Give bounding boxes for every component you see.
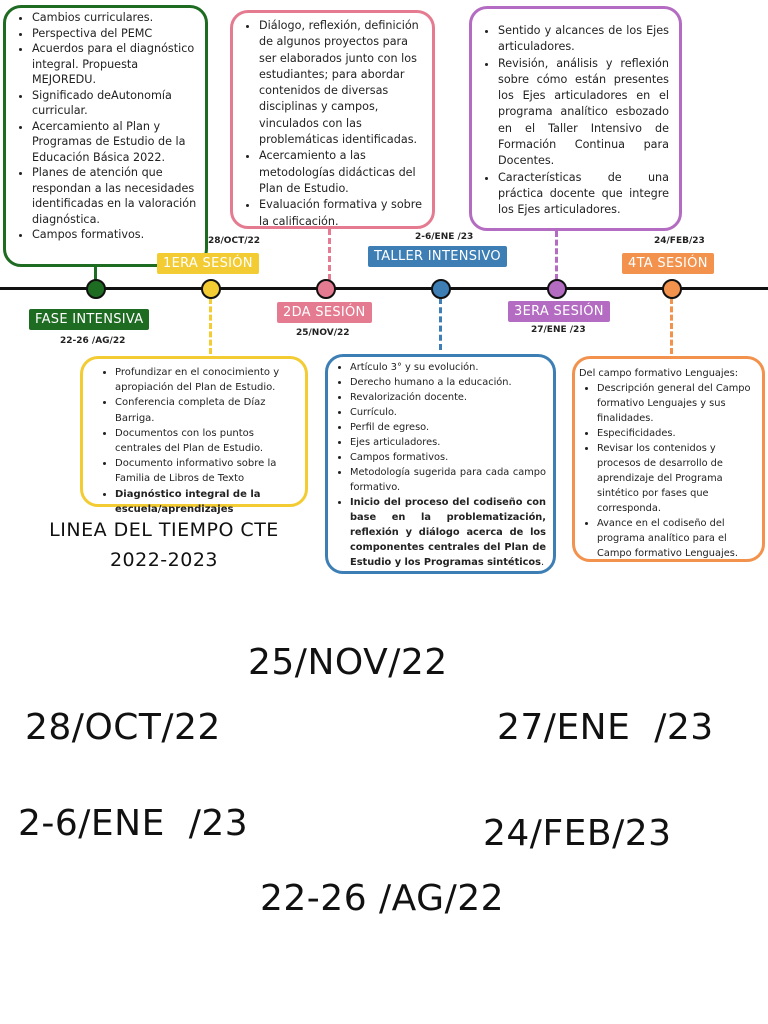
label-primera-sesion: 1ERA SESIÓN xyxy=(157,253,259,274)
timeline-dot-tercera xyxy=(547,279,567,299)
timeline-dot-taller xyxy=(431,279,451,299)
date-primera-sesion: 28/OCT/22 xyxy=(208,236,261,246)
box-cuarta-sesion xyxy=(572,356,765,562)
list-tercera-sesion xyxy=(480,23,669,219)
list-item: • Especificidades. xyxy=(597,426,756,441)
date-taller-intensivo: 2-6/ENE /23 xyxy=(415,232,474,242)
list-segunda-sesion xyxy=(241,18,426,230)
box-primera-sesion xyxy=(80,356,308,515)
label-cuarta-sesion: 4TA SESIÓN xyxy=(622,253,714,274)
list-item: • Revalorización docente. xyxy=(350,390,546,405)
list-item: • Acuerdos para el diagnóstico integral. Propuesta MEJOREDU. xyxy=(32,41,199,88)
list-item xyxy=(350,495,546,570)
timeline-dot-fase xyxy=(86,279,106,299)
big-date: 22-26 /AG/22 xyxy=(260,878,505,919)
timeline-dot-primera xyxy=(201,279,221,299)
big-date: 25/NOV/22 xyxy=(248,642,448,683)
list-item: • Documento informativo sobre la Familia de Libros de Texto xyxy=(115,456,297,486)
box-segunda-sesion xyxy=(230,10,435,229)
list-item: • Revisar los contenidos y procesos de desarrollo de aprendizaje del Programa sintético por fases que corresponda. xyxy=(597,441,756,516)
title-line-1: LINEA DEL TIEMPO CTE xyxy=(49,519,279,541)
list-item: • Acercamiento a las metodologías didácticas del Plan de Estudio. xyxy=(259,148,426,197)
box-taller-intensivo xyxy=(325,354,556,574)
timeline-dot-segunda xyxy=(316,279,336,299)
list-item: • Cambios curriculares. xyxy=(32,10,199,26)
list-item: • Documentos con los puntos centrales del Plan de Estudio. xyxy=(115,426,297,456)
connector-pink xyxy=(328,229,331,280)
timeline-dot-cuarta xyxy=(662,279,682,299)
big-date: 28/OCT/22 xyxy=(25,707,221,748)
big-date: 2-6/ENE /23 xyxy=(18,803,249,844)
bold-text: Inicio del proceso del codiseño con base en la problematización, reflexión y diálogo acerca de los componentes centrales del Plan de Estudio y los Programas sintéticos xyxy=(350,497,546,568)
date-cuarta-sesion: 24/FEB/23 xyxy=(654,236,705,246)
list-item: • Acercamiento al Plan y Programas de Estudio de la Educación Básica 2022. xyxy=(32,119,199,166)
page-title xyxy=(30,515,298,575)
end-text: . xyxy=(540,557,545,568)
list-item: • Diálogo, reflexión, definición de algunos proyectos para ser elaborados junto con los estudiantes; para abordar contenidos de diversas disciplinas y campos, vinculados con las problemáticas identificadas. xyxy=(259,18,426,148)
timeline-line xyxy=(0,287,768,290)
title-line-2: 2022-2023 xyxy=(109,549,219,571)
list-item: • Planes de atención que respondan a las necesidades identificadas en la valoración diagnóstica. xyxy=(32,165,199,227)
list-fase-intensiva xyxy=(14,10,199,243)
list-item: • Currículo. xyxy=(350,405,546,420)
list-item: • Avance en el codiseño del programa analítico para el Campo formativo Lenguajes. xyxy=(597,516,756,561)
list-item: • Descripción general del Campo formativo Lenguajes y sus finalidades. xyxy=(597,381,756,426)
label-taller-intensivo: TALLER INTENSIVO xyxy=(368,246,507,267)
connector-orange xyxy=(670,298,673,354)
list-item: • Características de una práctica docente que integre los Ejes articuladores. xyxy=(498,170,669,219)
list-item: • Significado deAutonomía curricular. xyxy=(32,88,199,119)
date-tercera-sesion: 27/ENE /23 xyxy=(531,325,586,335)
date-segunda-sesion: 25/NOV/22 xyxy=(296,328,350,338)
list-item: • Ejes articuladores. xyxy=(350,435,546,450)
big-date: 24/FEB/23 xyxy=(483,813,672,854)
list-item: • Perfil de egreso. xyxy=(350,420,546,435)
list-item: • Diagnóstico integral de la escuela/aprendizajes xyxy=(115,487,297,517)
list-item: • Sentido y alcances de los Ejes articuladores. xyxy=(498,23,669,56)
list-item: • Profundizar en el conocimiento y apropiación del Plan de Estudio. xyxy=(115,365,297,395)
cuarta-intro: Del campo formativo Lenguajes: xyxy=(579,368,739,379)
list-taller-intensivo xyxy=(332,360,546,570)
list-item: • Evaluación formativa y sobre la calificación. xyxy=(259,197,426,230)
connector-purple xyxy=(555,231,558,280)
list-item: • Perspectiva del PEMC xyxy=(32,26,199,42)
big-date: 27/ENE /23 xyxy=(497,707,714,748)
date-fase-intensiva: 22-26 /AG/22 xyxy=(60,336,126,346)
list-item: • Conferencia completa de Díaz Barriga. xyxy=(115,395,297,425)
list-item: • Campos formativos. xyxy=(350,450,546,465)
label-segunda-sesion: 2DA SESIÓN xyxy=(277,302,372,323)
list-item: • Campos formativos. xyxy=(32,227,199,243)
list-item: • Artículo 3° y su evolución. xyxy=(350,360,546,375)
connector-blue xyxy=(439,298,442,350)
connector-yellow xyxy=(209,298,212,354)
list-item: • Derecho humano a la educación. xyxy=(350,375,546,390)
label-fase-intensiva: FASE INTENSIVA xyxy=(29,309,149,330)
box-tercera-sesion xyxy=(469,6,682,231)
list-cuarta-sesion xyxy=(579,381,756,561)
label-tercera-sesion: 3ERA SESIÓN xyxy=(508,301,610,322)
box-fase-intensiva xyxy=(3,5,208,267)
list-item: • Revisión, análisis y reflexión sobre cómo están presentes los Ejes articuladores en el programa analítico esbozado en el Taller Intensivo de Formación Continua para Docentes. xyxy=(498,56,669,170)
list-primera-sesion xyxy=(97,365,297,517)
list-item: • Metodología sugerida para cada campo formativo. xyxy=(350,465,546,495)
